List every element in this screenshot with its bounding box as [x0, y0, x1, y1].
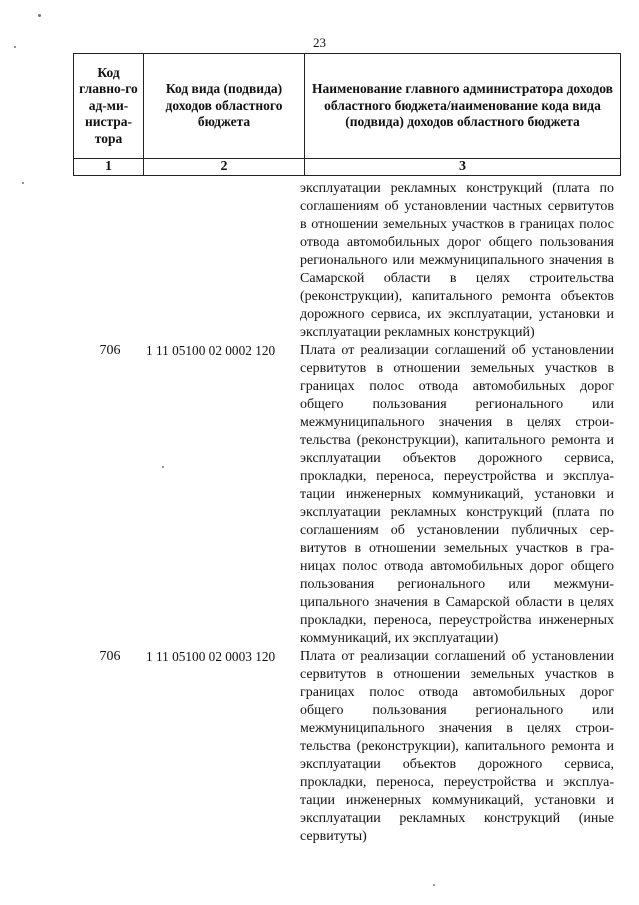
- income-name-cell: Плата от реализации соглашений об установлении сервитутов в отношении земельных участков в границах полос отвода автомобильных дорог общего пользования регионального или межмуниципального значения в целях строительства (реконструкции), капитального ремонта и эксплуатации объектов дорожного сервиса, прокладки, переноса, переустройства и эксплуатации инженерных коммуникаций, установки и эксплуатации рекламных конструкций (иные сервитуты): [300, 649, 614, 844]
- table-body: [0, 180, 639, 846]
- income-code-cell: 1 11 05100 02 0002 120: [146, 343, 276, 358]
- scan-speck: [22, 182, 24, 184]
- column-number-3: 3: [305, 159, 621, 176]
- table-row: [0, 648, 639, 846]
- column-number-row: [74, 159, 621, 176]
- table-row: [0, 342, 639, 648]
- header-admin-code: Код главно-го ад-ми-нистра-тора: [74, 54, 144, 159]
- income-code-cell: 1 11 05100 02 0003 120: [146, 649, 276, 664]
- income-name-cell: Плата от реализации соглашений об установлении сервитутов в отношении земельных участков в границах полос отвода автомобильных дорог общего пользования регионального или межмуниципального значения в целях строительства (реконструкции), капитального ремонта и эксплуатации объектов дорожного сервиса, прокладки, переноса, переустройства и эксплуатации инженерных коммуникаций, установки и эксплуатации рекламных конструкций (плата по соглашениям об установлении публичных сервитутов в отношении земельных участков в границах полос отвода автомобильных дорог общего пользования регионального или межмуниципального значения в Самарской области в целях прокладки, переноса, переустройства инженерных коммуникаций, их эксплуатации): [300, 343, 614, 646]
- scan-speck: [433, 884, 435, 886]
- scan-speck: [14, 46, 16, 48]
- header-row: [74, 54, 621, 159]
- page-number: 23: [313, 35, 326, 50]
- header-income-code: Код вида (подвида) доходов областного бюджета: [144, 54, 305, 159]
- admin-code-cell: 706: [99, 343, 121, 358]
- table-header: [73, 53, 621, 176]
- admin-code-cell: 706: [99, 649, 121, 664]
- column-number-1: 1: [74, 159, 144, 176]
- table-row: [0, 180, 639, 342]
- income-name-cell: эксплуатации рекламных конструкций (плата по соглашениям об установлении частных сервитутов в отношении земельных участков в границах полос отвода автомобильных дорог общего пользования регионального или межмуниципального значения в Самарской области в целях строительства (реконструкции), капитального ремонта объектов дорожного сервиса, их эксплуатации, установки и эксплуатации рекламных конструкций): [300, 181, 614, 340]
- column-number-2: 2: [144, 159, 305, 176]
- scan-speck: [162, 466, 164, 468]
- scan-speck: [38, 14, 41, 17]
- header-name: Наименование главного администратора доходов областного бюджета/наименование кода вида (подвида) доходов областного бюджета: [305, 54, 621, 159]
